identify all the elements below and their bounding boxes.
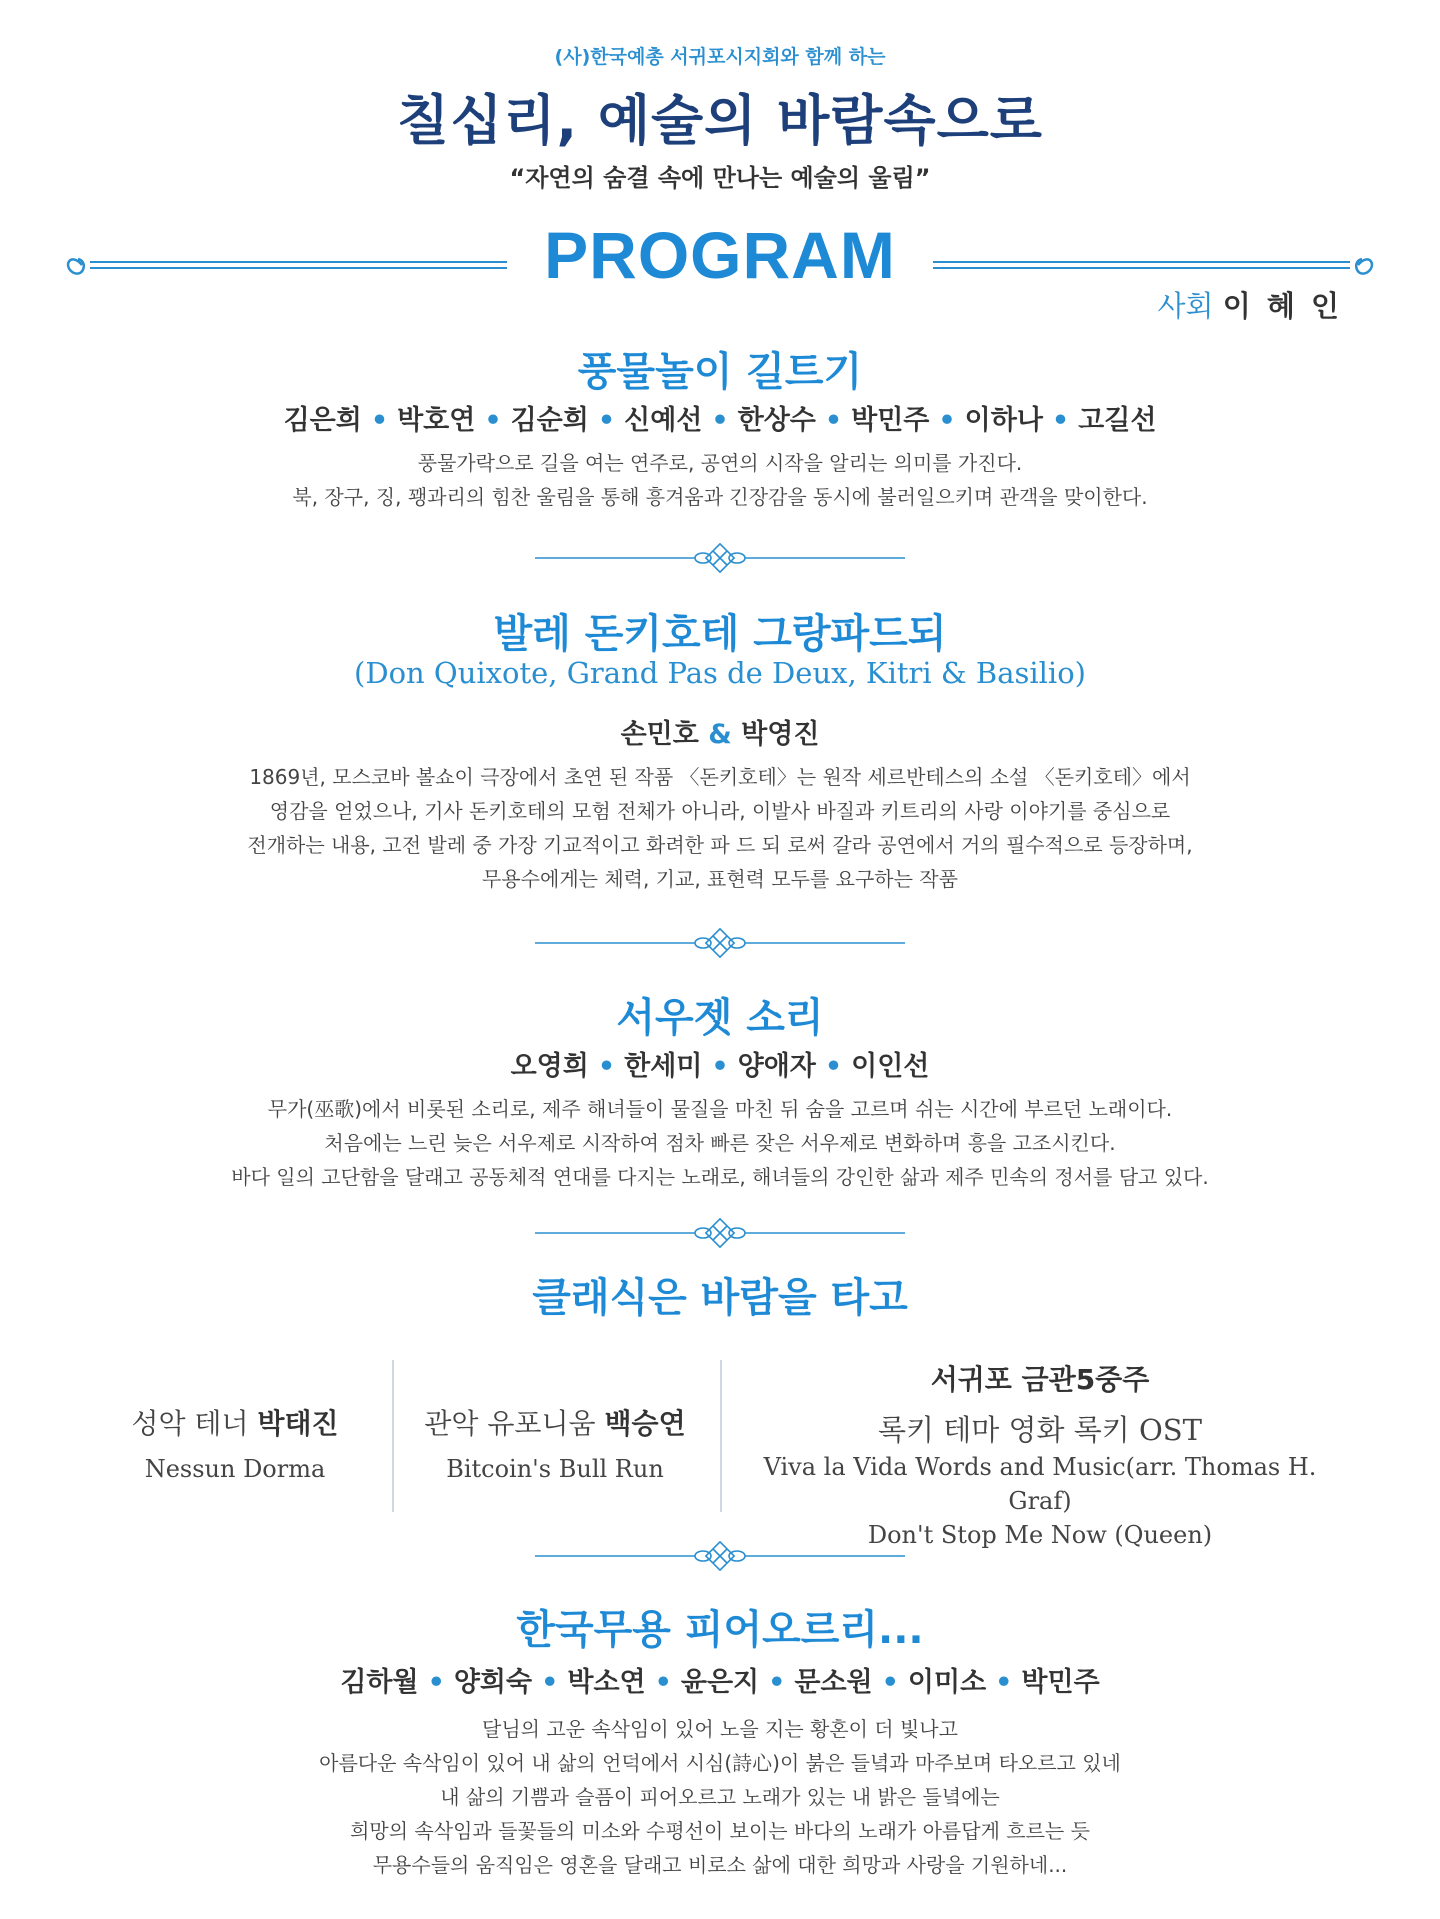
section-subtitle-2: (Don Quixote, Grand Pas de Deux, Kitri & Basilio) [354,656,1086,690]
performer-column-3 [735,1358,1345,1552]
performer: 서귀포 금관5중주 [930,1363,1150,1396]
performer: 윤은지 [680,1667,760,1698]
section-desc-5 [0,1712,1440,1882]
performer: 손민호 [620,719,699,750]
performer: 박민주 [851,405,930,436]
performer: 한세미 [624,1051,703,1082]
piece: Nessun Dorma [144,1455,326,1483]
performer: 신예선 [624,405,703,436]
desc-line: 풍물가락으로 길을 여는 연주로, 공연의 시작을 알리는 의미를 가진다. [417,451,1023,475]
role: 성악 테너 [131,1407,249,1440]
performer: 박민주 [1021,1667,1100,1698]
knot-divider-icon [535,1218,905,1248]
piece: Viva la Vida Words and Music(arr. Thomas H. Graf) [763,1453,1317,1515]
desc-line: 영감을 얻었으나, 기사 돈키호테의 모험 전체가 아니라, 이발사 바질과 키트리의 사랑 이야기를 중심으로 [269,799,1171,823]
performer: 이인선 [851,1051,930,1082]
section-desc-1 [0,446,1440,514]
performer-list-1: 김은희 • 박호연 • 김순희 • 신예선 • 한상수 • 박민주 • 이하나 • 고길선 [283,405,1157,436]
performer: 고길선 [1078,405,1157,436]
performer: 백승연 [604,1407,686,1440]
mc-credit [1158,284,1343,325]
desc-line: 무용수에게는 체력, 기교, 표현력 모두를 요구하는 작품 [482,867,958,891]
desc-line: 무용수들의 움직임은 영혼을 달래고 비로소 삶에 대한 희망과 사랑을 기원하네... [372,1853,1068,1877]
piece: Don't Stop Me Now (Queen) [867,1521,1213,1549]
desc-line: 아름다운 속삭임이 있어 내 삶의 언덕에서 시심(詩心)이 붉은 들녘과 마주보며 타오르고 있네 [319,1751,1121,1775]
performer: 이하나 [964,405,1043,436]
role: 관악 유포니움 [424,1407,596,1440]
performer: 오영희 [510,1051,589,1082]
desc-line: 바다 일의 고단함을 달래고 공동체적 연대를 다지는 노래로, 해녀들의 강인한 삶과 제주 민속의 정서를 담고 있다. [231,1165,1209,1189]
mc-name: 이 혜 인 [1222,289,1342,323]
section-title-5: 한국무용 피어오르리... [516,1607,924,1653]
column-divider [720,1360,722,1512]
mc-label: 사회 [1157,289,1214,323]
performer: 박영진 [741,719,820,750]
performer-list-5: 김하월 • 양희숙 • 박소연 • 윤은지 • 문소원 • 이미소 • 박민주 [340,1667,1100,1698]
desc-line: 희망의 속삭임과 들꽃들의 미소와 수평선이 보이는 바다의 노래가 아름답게 흐르는 듯 [350,1819,1090,1843]
performer: 문소원 [794,1667,873,1698]
performer: 김순희 [510,405,589,436]
performer: 박호연 [397,405,476,436]
section-title-3: 서우젯 소리 [616,995,824,1041]
performer: 김하월 [340,1667,419,1698]
ampersand: & [708,719,732,750]
desc-line: 전개하는 내용, 고전 발레 중 가장 기교적이고 화려한 파 드 되 로써 갈라 공연에서 거의 필수적으로 등장하며, [247,833,1193,857]
section-desc-3 [0,1092,1440,1194]
section-title-4: 클래식은 바람을 타고 [532,1275,908,1321]
performer-list-3: 오영희 • 한세미 • 양애자 • 이인선 [510,1051,930,1082]
performer: 김은희 [283,405,362,436]
performer: 박태진 [257,1407,339,1440]
performer: 박소연 [567,1667,646,1698]
performer: 한상수 [737,405,816,436]
desc-line: 북, 장구, 징, 꽹과리의 힘찬 울림을 통해 흥겨움과 긴장감을 동시에 불러일으키며 관객을 맞이한다. [292,485,1148,509]
column-divider [392,1360,394,1512]
header-quote: “자연의 숨결 속에 만나는 예술의 울림” [509,164,931,192]
program-heading: PROGRAM [544,218,896,292]
knot-divider-icon [535,1541,905,1571]
section-desc-2 [0,760,1440,896]
desc-line: 달님의 고운 속삭임이 있어 노을 지는 황혼이 더 빛나고 [482,1717,958,1741]
knot-divider-icon [535,928,905,958]
performer: 양애자 [737,1051,816,1082]
flourish-right-icon [928,245,1378,285]
desc-line: 처음에는 느린 늦은 서우제로 시작하여 점차 빠른 잦은 서우제로 변화하며 흥을 고조시킨다. [324,1131,1116,1155]
section-title-1: 풍물놀이 길트기 [577,349,863,395]
performer: 이미소 [907,1667,987,1698]
knot-divider-icon [535,543,905,573]
performer-column-1 [100,1402,370,1486]
piece: Bitcoin's Bull Run [446,1455,664,1483]
piece: 록키 테마 영화 록키 OST [878,1413,1202,1447]
performer-list-2 [0,712,1440,751]
page-title: 칠십리, 예술의 바람속으로 [397,89,1043,152]
performer: 양희숙 [453,1667,533,1698]
section-title-2: 발레 돈키호테 그랑파드되 [493,611,947,657]
header-subtitle: (사)한국예총 서귀포시지회와 함께 하는 [554,46,886,68]
performer-column-2 [405,1402,705,1486]
desc-line: 무가(巫歌)에서 비롯된 소리로, 제주 해녀들이 물질을 마친 뒤 숨을 고르며 쉬는 시간에 부르던 노래이다. [267,1097,1173,1121]
desc-line: 1869년, 모스코바 볼쇼이 극장에서 초연 된 작품 〈돈키호테〉는 원작 세르반테스의 소설 〈돈키호테〉에서 [249,765,1191,789]
desc-line: 내 삶의 기쁨과 슬픔이 피어오르고 노래가 있는 내 밝은 들녘에는 [440,1785,1000,1809]
